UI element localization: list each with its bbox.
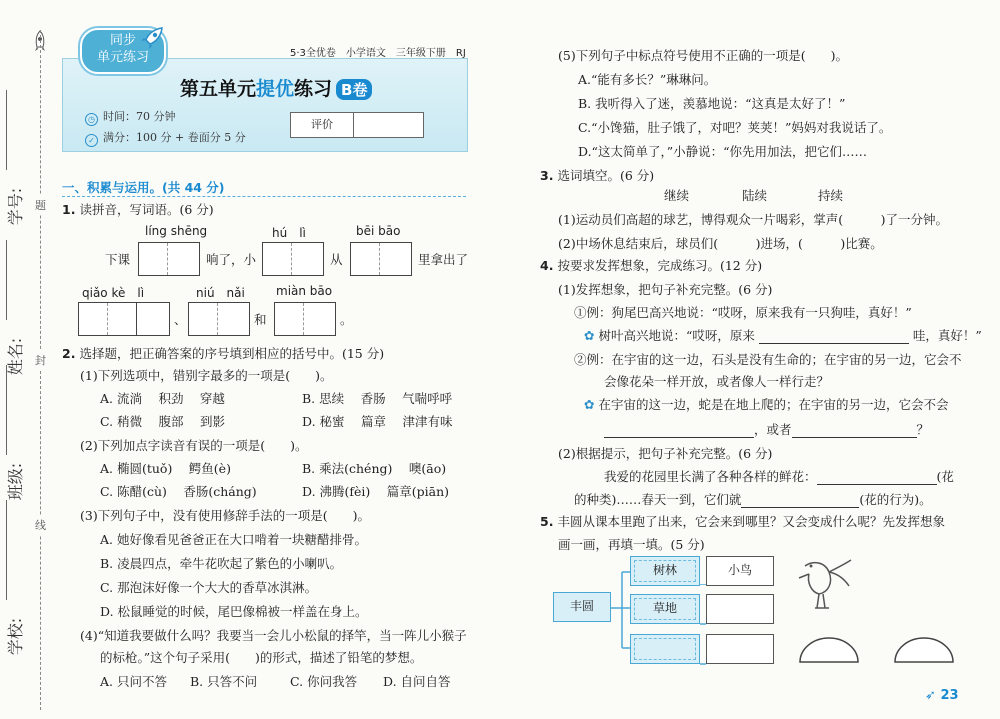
q4-text: 按要求发挥想象，完成练习。(12 分) [557, 258, 763, 273]
q4-1-stem: (1)发挥想象，把句子补充完整。(6 分) [558, 282, 773, 297]
q2-4-option-b[interactable]: B. 只答不问 [190, 674, 258, 689]
q2-3-option-c[interactable]: C. 那泡沫好像一个大大的香草冰淇淋。 [100, 580, 318, 595]
q1-pinyin-6: miàn bāo [276, 284, 333, 298]
paper-plane-icon: ➶ [925, 688, 936, 703]
semicircle-drawing-1 [798, 636, 860, 664]
q2-5-option-a[interactable]: A.“能有多长？”琳琳问。 [578, 72, 717, 87]
q4-1-example-1: ①例：狗尾巴高兴地说：“哎呀，原来我有一只狗哇，真好！” [574, 305, 912, 320]
q4-2-line2-end: (花的行为)。 [859, 492, 932, 507]
q4-1-fill-1-suffix: 哇，真好！” [912, 328, 982, 343]
mind-map-thing-2[interactable] [706, 594, 774, 624]
rocket-icon [138, 26, 164, 52]
title-prefix: 第五单元 [180, 78, 257, 100]
q2-5-option-b[interactable]: B. 我听得入了迷，羡慕地说：“这真是太好了！” [578, 96, 846, 111]
semicircle-drawing-2 [893, 636, 955, 664]
q3-word-3: 持续 [818, 188, 844, 203]
q2-2-stem: (2)下列加点字读音有误的一项是( )。 [80, 438, 308, 453]
q2-4-stem-line2: 的标枪。”这个句子采用( )的形式，描述了铅笔的梦想。 [100, 650, 423, 665]
check-circle-icon: ✓ [85, 134, 98, 147]
binding-char-1: 题 [35, 195, 46, 215]
q4-1-fill-2-line1 [584, 395, 948, 413]
q4-1-fill-1-prefix: 树叶高兴地说：“哎呀，原来 [598, 328, 755, 343]
q2-4-option-a[interactable]: A. 只问不答 [100, 674, 167, 689]
q2-1-option-c[interactable]: C. 稍微 腹部 到影 [100, 414, 226, 429]
pencil-flower-icon: ✿ [584, 328, 595, 343]
q1-sentence-part-2: 响了，小 [206, 252, 257, 267]
evaluation-label: 评价 [291, 113, 354, 137]
q1-writing-grid-1[interactable] [138, 242, 200, 276]
q4-2-fill-line1 [604, 467, 954, 485]
q1-number: 1. [62, 202, 76, 217]
q2-3-option-a[interactable]: A. 她好像看见爸爸正在大口啃着一块糖醋排骨。 [100, 532, 367, 547]
student-id-label: 学号: [6, 187, 26, 226]
q1-pinyin-5: niú nǎi [196, 286, 245, 300]
q2-2-option-c[interactable]: C. 陈醋(cù) 香肠(cháng) [100, 484, 257, 499]
q1-pinyin-3: bēi bāo [356, 224, 401, 238]
q2-2-option-a[interactable]: A. 椭圆(tuǒ) 鳄鱼(è) [100, 461, 231, 476]
q4-1-fill-2-blank-2[interactable] [792, 437, 917, 438]
q2-number: 2. [62, 346, 76, 361]
q4-number: 4. [540, 258, 554, 273]
mind-map-place-1-label: 树林 [634, 560, 696, 582]
name-field[interactable] [6, 240, 7, 320]
section-divider [62, 196, 466, 197]
class-field[interactable] [6, 365, 7, 455]
q2-2-option-d[interactable]: D. 沸腾(fèi) 篇章(piān) [302, 484, 450, 499]
q4-prompt [540, 256, 762, 274]
evaluation-box[interactable] [290, 112, 424, 138]
bird-drawing-icon [795, 552, 855, 612]
page-title [180, 74, 372, 101]
q4-1-fill-1 [584, 326, 982, 344]
q4-2-stem: (2)根据提示，把句子补充完整。(6 分) [558, 446, 773, 461]
q1-sentence-part-1: 下课 [105, 252, 131, 267]
q3-number: 3. [540, 168, 554, 183]
q4-1-fill-2-text: 在宇宙的这一边，蛇是在地上爬的；在宇宙的另一边，它会不会 [598, 397, 949, 412]
q2-3-option-b[interactable]: B. 凌晨四点，牵牛花吹起了紫色的小喇叭。 [100, 556, 343, 571]
q4-2-blank-2[interactable] [741, 507, 859, 508]
time-info [85, 108, 176, 126]
q5-text-line2: 画一画，再填一填。(5 分) [558, 537, 705, 552]
pencil-flower-icon: ✿ [584, 397, 595, 412]
q2-5-option-c[interactable]: C.“小馋猫，肚子饿了，对吧？荚荚！”妈妈对我说话了。 [578, 120, 892, 135]
title-suffix: 练习 [294, 78, 333, 100]
page-number [925, 688, 959, 703]
q1-writing-grid-6[interactable] [274, 302, 336, 336]
q4-1-fill-2-line2 [604, 420, 929, 438]
q1-sentence-part-7: 。 [340, 312, 353, 327]
q1-sentence-part-4: 里拿出了 [418, 252, 469, 267]
q1-pinyin-4: qiǎo kè lì [82, 286, 145, 300]
q3-line-1: (1)运动员们高超的球艺，博得观众一片喝彩，掌声( )了一分钟。 [558, 212, 948, 227]
q2-text: 选择题，把正确答案的序号填到相应的括号中。(15 分) [79, 346, 385, 361]
title-b-badge: B卷 [336, 79, 372, 100]
badge-line2: 单元练习 [96, 50, 149, 65]
mind-map-place-1 [630, 556, 700, 586]
q3-word-2: 陆续 [742, 188, 768, 203]
q2-4-option-d[interactable]: D. 自问自答 [383, 674, 451, 689]
q1-pinyin-2: hú lì [272, 226, 306, 240]
q2-1-stem: (1)下列选项中，错别字最多的一项是( )。 [80, 368, 333, 383]
binding-char-3: 线 [35, 515, 46, 535]
q1-sentence-part-5: 、 [174, 312, 187, 327]
q2-1-option-a[interactable]: A. 流淌 积劲 穿越 [100, 391, 225, 406]
q1-writing-grid-3[interactable] [350, 242, 412, 276]
q2-prompt [62, 344, 384, 362]
badge-line1: 同步 [109, 33, 136, 48]
section-1-title: 一、积累与运用。(共 44 分) [62, 180, 225, 195]
q4-2-line1-end: (花 [936, 469, 954, 484]
q1-sentence-part-3: 从 [330, 252, 343, 267]
q3-line-2: (2)中场休息结束后，球员们( )进场，( )比赛。 [558, 236, 883, 251]
q1-pinyin-1: líng shēng [145, 224, 208, 238]
q4-1-fill-1-blank[interactable] [759, 343, 909, 344]
q1-writing-grid-4[interactable] [78, 302, 170, 336]
score-text: 满分：100 分 + 卷面分 5 分 [103, 131, 246, 144]
q2-3-option-d[interactable]: D. 松鼠睡觉的时候，尾巴像棉被一样盖在身上。 [100, 604, 368, 619]
clock-icon: ◷ [85, 113, 98, 126]
q3-word-1: 继续 [664, 188, 690, 203]
q2-3-stem: (3)下列句子中，没有使用修辞手法的一项是( )。 [80, 508, 370, 523]
q5-number: 5. [540, 514, 554, 529]
q2-2-option-b[interactable]: B. 乘法(chéng) 噢(āo) [302, 461, 447, 476]
q4-2-line1-text: 我爱的花园里长满了各种各样的鲜花： [604, 469, 817, 484]
q3-text: 选词填空。(6 分) [557, 168, 655, 183]
q1-sentence-part-6: 和 [254, 312, 267, 327]
q2-1-option-b[interactable]: B. 思续 香肠 气喘呼呼 [302, 391, 453, 406]
q4-1-example-2-line2: 会像花朵一样开放，或者像人一样行走？ [604, 374, 830, 389]
binding-dashed-line [40, 30, 41, 710]
q1-writing-grid-5[interactable] [188, 302, 250, 336]
q1-text: 读拼音，写词语。(6 分) [79, 202, 214, 217]
school-label: 学校: [6, 617, 26, 656]
mind-map-inner-connectors [700, 584, 710, 674]
name-label: 姓名: [6, 337, 26, 376]
q4-2-blank-1[interactable] [817, 484, 937, 485]
q1-prompt [62, 200, 214, 218]
q4-2-line2-text: 的种类)……春天一到，它们就 [574, 492, 742, 507]
page-number-text: 23 [940, 688, 959, 703]
time-text: 时间：70 分钟 [103, 110, 176, 123]
book-meta: 5·3全优卷 小学语文 三年级下册 RJ [290, 48, 466, 59]
class-label: 班级: [6, 462, 26, 501]
mind-map-place-3[interactable] [630, 634, 700, 664]
q2-4-option-c[interactable]: C. 你问我答 [290, 674, 358, 689]
student-id-field[interactable] [6, 90, 7, 170]
q4-1-fill-2-blank-1[interactable] [604, 437, 754, 438]
q2-1-option-d[interactable]: D. 秘蜜 篇章 津津有味 [302, 414, 453, 429]
q5-text-line1: 丰圆从课本里跑了出来，它会来到哪里？又会变成什么呢？先发挥想象 [557, 514, 945, 529]
school-field[interactable] [6, 500, 7, 600]
mind-map-place-2-label: 草地 [634, 598, 696, 620]
title-highlight: 提优 [256, 78, 295, 100]
q2-5-option-d[interactable]: D.“这太简单了，”小静说：“你先用加法，把它们…… [578, 144, 867, 159]
q2-4-stem-line1: (4)“知道我要做什么吗？我要当一会儿小松鼠的择竿，当一阵儿小猴子 [80, 628, 467, 643]
mind-map-place-2 [630, 594, 700, 624]
score-info [85, 129, 246, 147]
mind-map-root: 丰圆 [553, 592, 611, 622]
binding-char-2: 封 [35, 350, 46, 370]
q3-prompt [540, 166, 654, 184]
mind-map-thing-3[interactable] [706, 634, 774, 664]
q4-1-fill-2-mid: ，或者 [754, 422, 792, 437]
q4-1-fill-2-end: ？ [916, 422, 930, 437]
q1-writing-grid-2[interactable] [262, 242, 324, 276]
mind-map-place-3-label [634, 638, 696, 660]
q5-prompt-line1 [540, 512, 945, 530]
q4-2-fill-line2 [574, 490, 932, 508]
q4-1-example-2-line1: ②例：在宇宙的这一边，石头是没有生命的；在宇宙的另一边，它会不 [574, 352, 962, 367]
mind-map-thing-1: 小鸟 [706, 556, 774, 586]
q2-5-stem: (5)下列句子中标点符号使用不正确的一项是( )。 [558, 48, 848, 63]
